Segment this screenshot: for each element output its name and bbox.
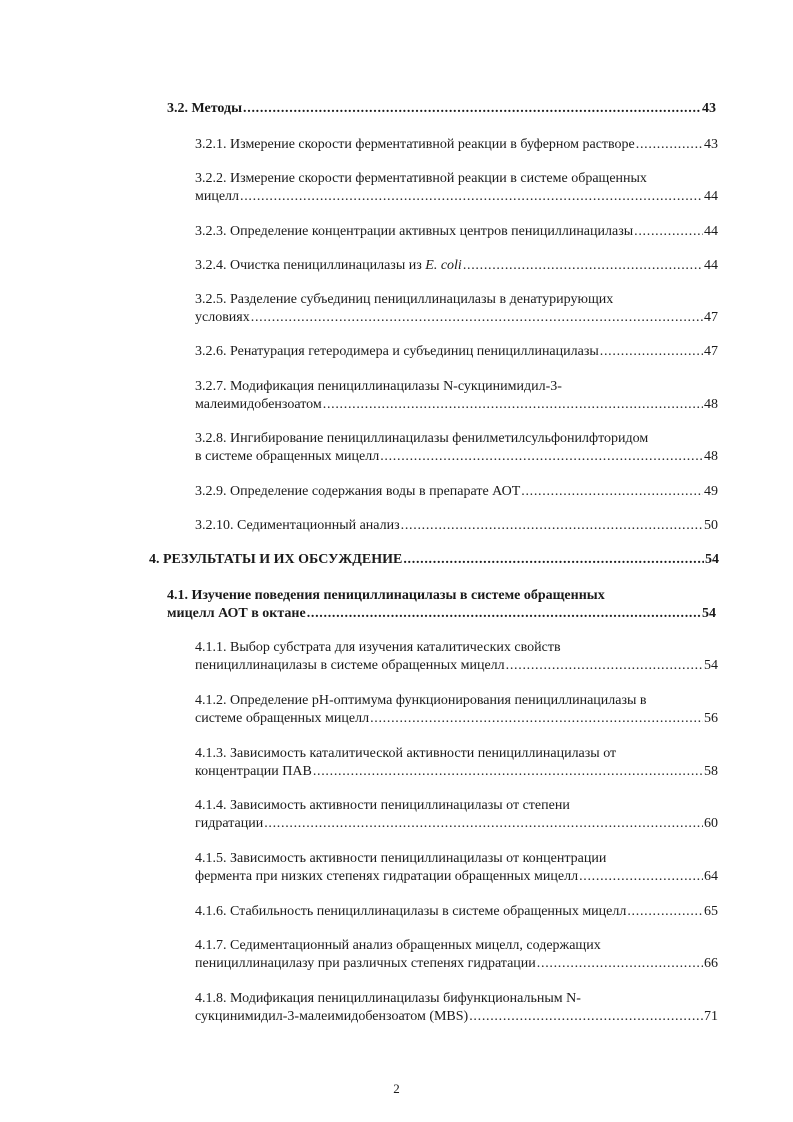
toc-page: 56: [704, 711, 718, 726]
toc-title-line2: в системе обращенных мицелл: [195, 449, 380, 464]
leader-dots: [307, 605, 701, 623]
leader-dots: [313, 763, 703, 781]
leader-dots: [401, 517, 703, 535]
leader-dots: [251, 309, 703, 327]
toc-entry-4-1-6[interactable]: [195, 903, 718, 921]
toc-page: 58: [704, 764, 718, 779]
leader-dots: [370, 710, 703, 728]
toc-page: 54: [704, 658, 718, 673]
toc-title-italic: E. coli: [425, 258, 462, 273]
toc-title-line1: 4.1. Изучение поведения пенициллинацилазы в системе обращенных: [167, 588, 605, 603]
toc-page: 65: [704, 904, 718, 919]
toc-title-line2: пенициллинацилазу при различных степенях гидратации: [195, 956, 536, 971]
toc-entry-4-1-3[interactable]: [195, 745, 718, 781]
toc-title-line2: системе обращенных мицелл: [195, 711, 370, 726]
toc-title-line2: концентрации ПАВ: [195, 764, 312, 779]
toc-entry-4-1-4[interactable]: [195, 797, 718, 833]
toc-entry-4-1-2[interactable]: [195, 692, 718, 728]
toc-title-line2: малеимидобензоатом: [195, 397, 322, 412]
toc-title-line1: 3.2.5. Разделение субъединиц пенициллинацилазы в денатурирующих: [195, 292, 614, 307]
toc-title: 3.2.1. Измерение скорости ферментативной реакции в буферном растворе: [195, 137, 635, 152]
toc-title: 3.2.3. Определение концентрации активных центров пенициллинацилазы: [195, 224, 634, 239]
toc-title: 3.2.9. Определение содержания воды в препарате АОТ: [195, 484, 521, 499]
toc-title-line1: 3.2.7. Модификация пенициллинацилазы N-сукцинимидил-3-: [195, 379, 562, 394]
toc-entry-4-1[interactable]: [167, 587, 716, 623]
toc-title: 3.2.4. Очистка пенициллинацилазы из: [195, 258, 422, 273]
leader-dots: [506, 657, 703, 675]
toc-page: 50: [704, 518, 718, 533]
page-number: 2: [393, 1081, 400, 1096]
toc-title-line2: сукцинимидил-3-малеимидобензоатом (MBS): [195, 1009, 469, 1024]
toc-entry-3-2-10[interactable]: [195, 517, 718, 535]
toc-entry-3-2-6[interactable]: [195, 343, 718, 361]
leader-dots: [403, 551, 704, 569]
toc-entry-4-1-1[interactable]: [195, 639, 718, 675]
toc-entry-3-2-9[interactable]: [195, 483, 718, 501]
leader-dots: [636, 136, 703, 154]
toc-entry-4-1-8[interactable]: [195, 990, 718, 1026]
toc-page: 48: [704, 397, 718, 412]
toc-title-line1: 4.1.3. Зависимость каталитической активности пенициллинацилазы от: [195, 746, 617, 761]
leader-dots: [323, 396, 703, 414]
toc-entry-4-1-7[interactable]: [195, 937, 718, 973]
toc-page: 64: [704, 869, 718, 884]
toc-page: 66: [704, 956, 718, 971]
toc-entry-3-2-5[interactable]: [195, 291, 718, 327]
toc-title: 4. РЕЗУЛЬТАТЫ И ИХ ОБСУЖДЕНИЕ: [149, 552, 403, 567]
toc-page: 54: [705, 552, 719, 567]
toc-title-line1: 3.2.2. Измерение скорости ферментативной реакции в системе обращенных: [195, 171, 647, 186]
toc-title-line1: 4.1.7. Седиментационный анализ обращенных мицелл, содержащих: [195, 938, 601, 953]
toc-title: 3.2.6. Ренатурация гетеродимера и субъединиц пенициллинацилазы: [195, 344, 599, 359]
toc-page: 54: [702, 606, 716, 621]
toc-entry-3-2-7[interactable]: [195, 378, 718, 414]
toc-page: 43: [702, 101, 716, 116]
toc-entry-4-1-5[interactable]: [195, 850, 718, 886]
toc-title: 3.2.10. Седиментационный анализ: [195, 518, 400, 533]
toc-title-line1: 4.1.4. Зависимость активности пенициллинацилазы от степени: [195, 798, 570, 813]
toc-entry-3-2-3[interactable]: [195, 223, 718, 241]
toc-page: 47: [704, 344, 718, 359]
leader-dots: [463, 257, 703, 275]
toc-page: 71: [704, 1009, 718, 1024]
toc-title-line2: мицелл АОТ в октане: [167, 606, 306, 621]
toc-title-line2: мицелл: [195, 189, 240, 204]
leader-dots: [627, 903, 703, 921]
leader-dots: [264, 815, 703, 833]
toc-num: 3.2.: [167, 101, 188, 116]
leader-dots: [521, 483, 703, 501]
leader-dots: [380, 448, 703, 466]
toc-page: 49: [704, 484, 718, 499]
leader-dots: [537, 955, 703, 973]
toc-entry-3-2-4[interactable]: [195, 257, 718, 275]
toc-title-line1: 3.2.8. Ингибирование пенициллинацилазы фенилметилсульфонилфторидом: [195, 431, 649, 446]
toc-title-line1: 4.1.2. Определение pH-оптимума функционирования пенициллинацилазы в: [195, 693, 647, 708]
toc-title: 4.1.6. Стабильность пенициллинацилазы в системе обращенных мицелл: [195, 904, 627, 919]
toc-page: 60: [704, 816, 718, 831]
toc-page: 44: [704, 224, 718, 239]
toc-page: 47: [704, 310, 718, 325]
leader-dots: [634, 223, 703, 241]
toc-title-line2: условиях: [195, 310, 250, 325]
toc-page: 48: [704, 449, 718, 464]
toc-page: 43: [704, 137, 718, 152]
toc-title-line1: 4.1.8. Модификация пенициллинацилазы бифункциональным N-: [195, 991, 581, 1006]
toc-entry-3-2-2[interactable]: [195, 170, 718, 206]
toc-entry-3-2-8[interactable]: [195, 430, 718, 466]
leader-dots: [579, 868, 703, 886]
toc-entry-4[interactable]: [149, 551, 719, 569]
toc-title-line2: пенициллинацилазы в системе обращенных мицелл: [195, 658, 505, 673]
toc-title-line1: 4.1.1. Выбор субстрата для изучения каталитических свойств: [195, 640, 561, 655]
toc-title: Методы: [191, 101, 243, 116]
toc-entry-3-2[interactable]: [167, 100, 716, 118]
toc-title-line2: фермента при низких степенях гидратации обращенных мицелл: [195, 869, 579, 884]
toc-page: 44: [704, 258, 718, 273]
toc-page: 44: [704, 189, 718, 204]
leader-dots: [240, 188, 703, 206]
leader-dots: [243, 100, 701, 118]
toc-title-line2: гидратации: [195, 816, 264, 831]
toc-entry-3-2-1[interactable]: [195, 136, 718, 154]
leader-dots: [469, 1008, 703, 1026]
leader-dots: [600, 343, 703, 361]
toc-title-line1: 4.1.5. Зависимость активности пенициллинацилазы от концентрации: [195, 851, 607, 866]
